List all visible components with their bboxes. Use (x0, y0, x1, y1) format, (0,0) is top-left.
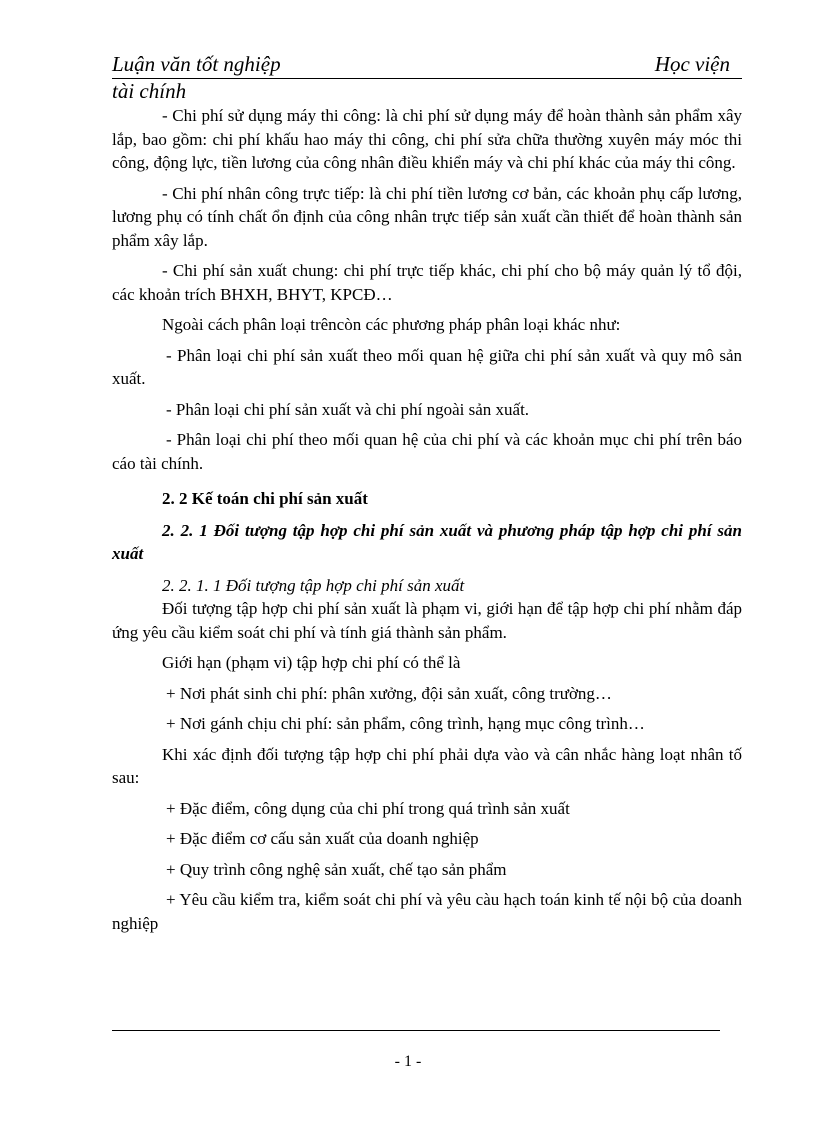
paragraph-general-cost: - Chi phí sản xuất chung: chi phí trực tiếp khác, chi phí cho bộ máy quản lý tổ đội, các khoản trích BHXH, BHYT, KPCĐ… (112, 261, 742, 304)
list-item-origin: + Nơi phát sinh chi phí: phân xưởng, đội sản xuất, công trường… (166, 683, 612, 703)
paragraph-factors-intro: Khi xác định đối tượng tập hợp chi phí phải dựa vào và cân nhắc hàng loạt nhân tố sau: (112, 744, 742, 787)
paragraph-classification-3: - Phân loại chi phí theo mối quan hệ của chi phí và các khoản mục chi phí trên báo cáo tài chính. (112, 430, 742, 473)
list-item-factor-1: + Đặc điểm, công dụng của chi phí trong quá trình sản xuất (166, 798, 570, 818)
paragraph-classification-2: - Phân loại chi phí sản xuất và chi phí ngoài sản xuất. (166, 399, 530, 419)
list-item-factor-2: + Đặc điểm cơ cấu sản xuất của doanh nghiệp (166, 829, 479, 848)
paragraph-classification-1: - Phân loại chi phí sản xuất theo mối quan hệ giữa chi phí sản xuất và quy mô sản xuất. (112, 345, 742, 388)
footer-divider (112, 1030, 720, 1031)
subsubsection-heading: 2. 2. 1. 1 Đối tượng tập hợp chi phí sản xuất (162, 575, 465, 595)
document-body (112, 104, 742, 935)
page-number: - 1 - (394, 1053, 422, 1070)
header-institution: Học viện (654, 52, 730, 76)
list-item-bearer: + Nơi gánh chịu chi phí: sản phẩm, công trình, hạng mục công trình… (166, 714, 645, 733)
list-item-factor-4: + Yêu cầu kiểm tra, kiểm soát chi phí và yêu càu hạch toán kinh tế nội bộ của doanh nghiệp (112, 890, 742, 933)
paragraph-definition: Đối tượng tập hợp chi phí sản xuất là phạm vi, giới hạn để tập hợp chi phí nhằm đáp ứng yêu cầu kiểm soát chi phí và tính giá thành sản phẩm. (112, 599, 742, 642)
list-item-factor-3: + Quy trình công nghệ sản xuất, chế tạo sản phẩm (166, 859, 507, 879)
paragraph-labor-cost: - Chi phí nhân công trực tiếp: là chi phí tiền lương cơ bản, các khoản phụ cấp lương, lương phụ có tính chất ổn định của công nhân trực tiếp sản xuất cần thiết để hoàn thành sản phẩm xây lắp. (112, 183, 742, 250)
header-thesis-title: Luận văn tốt nghiệp (112, 52, 281, 76)
paragraph-machine-cost: - Chi phí sử dụng máy thi công: là chi phí sử dụng máy để hoàn thành sản phẩm xây lắp, bao gồm: chi phí khấu hao máy thi công, chi phí sửa chữa thường xuyên máy móc thi công, động lực, tiền lương của công nhân điều khiển máy và chi phí khác của máy thi công. (112, 106, 742, 172)
subsection-heading: 2. 2. 1 Đối tượng tập hợp chi phí sản xuất và phương pháp tập hợp chi phí sản xuất (112, 520, 742, 563)
paragraph-other-methods: Ngoài cách phân loại trêncòn các phương pháp phân loại khác như: (162, 315, 621, 334)
section-heading: 2. 2 Kế toán chi phí sản xuất (162, 489, 368, 508)
header-institution-continuation: tài chính (112, 79, 187, 103)
page-header (112, 52, 742, 79)
paragraph-scope-intro: Giới hạn (phạm vi) tập hợp chi phí có thể là (162, 653, 461, 672)
